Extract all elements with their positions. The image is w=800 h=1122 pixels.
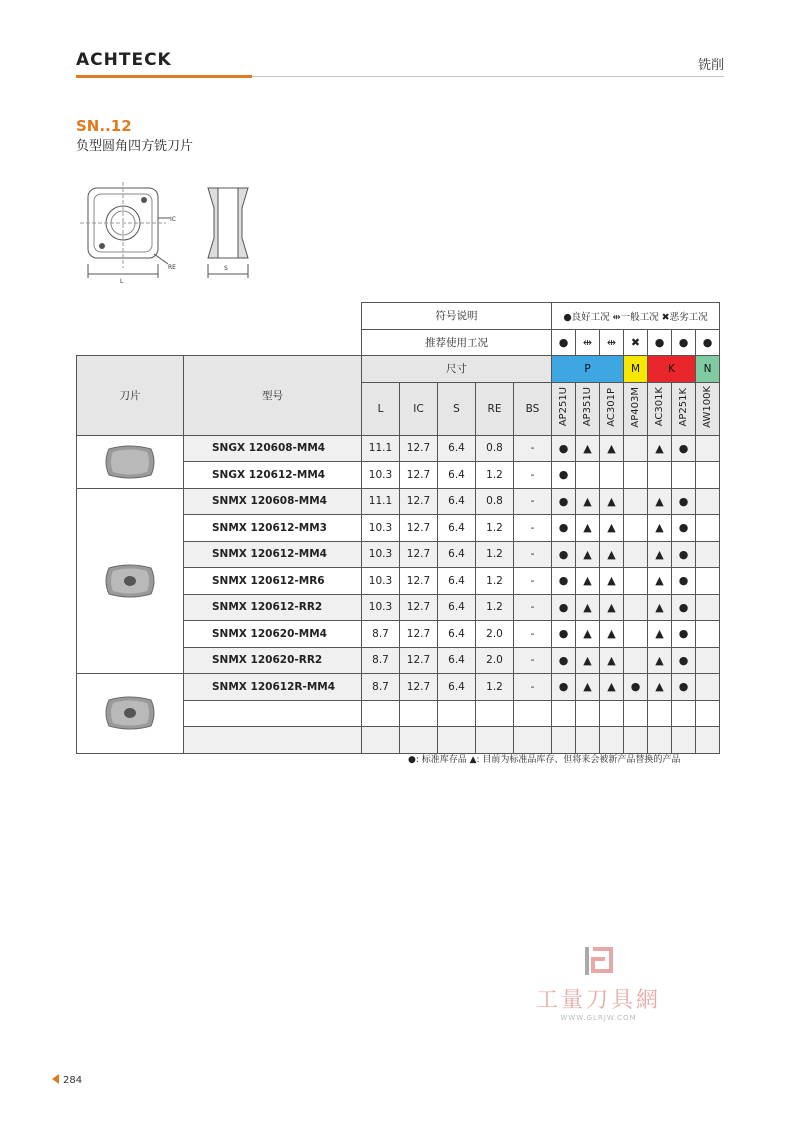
dim-cell-ic: 12.7 xyxy=(400,488,438,515)
condition-symbol: ⇹ xyxy=(600,329,624,356)
page-marker-icon xyxy=(52,1074,59,1084)
category-label: 铣削 xyxy=(697,58,724,73)
grade-mark-cell: ● xyxy=(672,647,696,674)
dim-cell-s: 6.4 xyxy=(438,568,476,595)
grade-mark-cell: ▲ xyxy=(648,488,672,515)
grade-mark-cell: ● xyxy=(672,594,696,621)
dim-cell-ic: 12.7 xyxy=(400,515,438,542)
grade-mark-cell: ▲ xyxy=(648,674,672,701)
empty-cell xyxy=(362,727,400,754)
grade-mark-cell: ● xyxy=(552,488,576,515)
grade-mark-cell: ● xyxy=(672,621,696,648)
table-row xyxy=(77,488,720,515)
grade-mark-cell: ▲ xyxy=(576,568,600,595)
condition-symbol: ● xyxy=(696,329,720,356)
col-insert-header: 刀片 xyxy=(77,356,184,436)
dim-cell-re: 0.8 xyxy=(476,488,514,515)
empty-cell xyxy=(552,727,576,754)
empty-cell xyxy=(624,727,648,754)
empty-cell xyxy=(576,727,600,754)
grade-mark-cell xyxy=(624,647,648,674)
watermark-logo-icon xyxy=(579,945,619,979)
dim-cell-l: 10.3 xyxy=(362,568,400,595)
grade-mark-cell xyxy=(696,435,720,462)
re-label: RE xyxy=(168,264,176,271)
model-cell: SNMX 120612R-MM4 xyxy=(184,674,362,701)
model-cell xyxy=(184,700,362,727)
condition-symbol: ⇹ xyxy=(576,329,600,356)
grade-mark-cell: ▲ xyxy=(576,674,600,701)
grade-mark-cell: ▲ xyxy=(576,647,600,674)
model-cell: SNGX 120612-MM4 xyxy=(184,462,362,489)
dim-cell-bs: - xyxy=(514,435,552,462)
dim-cell-bs: - xyxy=(514,568,552,595)
grade-mark-cell xyxy=(672,462,696,489)
empty-cell xyxy=(514,700,552,727)
dim-cell-l: 8.7 xyxy=(362,647,400,674)
dim-header: L xyxy=(362,382,400,435)
group-k: K xyxy=(648,356,696,383)
grade-mark-cell: ● xyxy=(552,674,576,701)
grade-mark-cell xyxy=(696,462,720,489)
grade-mark-cell xyxy=(696,621,720,648)
insert-spec-table xyxy=(76,302,720,754)
dim-header: IC xyxy=(400,382,438,435)
grade-mark-cell: ● xyxy=(552,621,576,648)
dim-cell-s: 6.4 xyxy=(438,541,476,568)
legend-conditions: ●良好工况 ⇹一般工况 ✖恶劣工况 xyxy=(552,303,720,330)
grade-header: AW100K xyxy=(701,386,713,428)
series-title: SN..12 xyxy=(76,117,132,135)
group-p: P xyxy=(552,356,624,383)
dim-cell-l: 11.1 xyxy=(362,435,400,462)
grade-mark-cell xyxy=(624,568,648,595)
grade-mark-cell xyxy=(696,594,720,621)
watermark-url: WWW.GLRJW.COM xyxy=(560,1014,637,1022)
grade-mark-cell xyxy=(696,488,720,515)
dim-cell-l: 10.3 xyxy=(362,594,400,621)
footnote: ●: 标准库存品 ▲: 目前为标准品库存、但将来会被新产品替换的产品 xyxy=(408,755,681,765)
series-subtitle: 负型圆角四方铣刀片 xyxy=(76,139,194,154)
grade-header: AC301P xyxy=(605,387,617,427)
empty-cell xyxy=(624,700,648,727)
dim-cell-bs: - xyxy=(514,462,552,489)
grade-mark-cell: ▲ xyxy=(600,621,624,648)
condition-symbol: ✖ xyxy=(624,329,648,356)
insert-photo-cell xyxy=(77,488,184,674)
model-cell: SNMX 120608-MM4 xyxy=(184,488,362,515)
empty-cell xyxy=(576,700,600,727)
s-label: S xyxy=(224,265,228,272)
recommended-label: 推荐使用工况 xyxy=(362,329,552,356)
condition-symbol: ● xyxy=(648,329,672,356)
grade-mark-cell xyxy=(624,541,648,568)
model-cell: SNMX 120612-MM3 xyxy=(184,515,362,542)
dim-cell-bs: - xyxy=(514,488,552,515)
table-row xyxy=(77,674,720,701)
grade-mark-cell: ▲ xyxy=(648,515,672,542)
grade-mark-cell: ● xyxy=(624,674,648,701)
col-dims-header: 尺寸 xyxy=(362,356,552,383)
empty-cell xyxy=(400,700,438,727)
grade-mark-cell: ● xyxy=(552,541,576,568)
grade-mark-cell: ▲ xyxy=(576,515,600,542)
model-cell: SNMX 120620-RR2 xyxy=(184,647,362,674)
dim-cell-s: 6.4 xyxy=(438,435,476,462)
grade-header: AP251U xyxy=(557,387,569,427)
dim-cell-re: 1.2 xyxy=(476,515,514,542)
dim-cell-ic: 12.7 xyxy=(400,594,438,621)
dim-cell-s: 6.4 xyxy=(438,488,476,515)
grade-mark-cell xyxy=(624,594,648,621)
grade-mark-cell: ▲ xyxy=(648,647,672,674)
grade-mark-cell xyxy=(696,515,720,542)
dim-cell-re: 1.2 xyxy=(476,594,514,621)
grade-mark-cell xyxy=(600,462,624,489)
dim-cell-l: 10.3 xyxy=(362,462,400,489)
grade-header: AP403M xyxy=(629,386,641,428)
dim-cell-bs: - xyxy=(514,541,552,568)
dim-cell-re: 2.0 xyxy=(476,621,514,648)
model-cell: SNMX 120620-MM4 xyxy=(184,621,362,648)
l-label: L xyxy=(120,278,124,285)
dim-cell-ic: 12.7 xyxy=(400,568,438,595)
grade-mark-cell: ● xyxy=(672,541,696,568)
grade-mark-cell: ● xyxy=(552,435,576,462)
empty-cell xyxy=(438,700,476,727)
grade-mark-cell xyxy=(696,647,720,674)
grade-mark-cell: ▲ xyxy=(600,568,624,595)
grade-header: AP251K xyxy=(677,387,689,427)
dim-cell-re: 1.2 xyxy=(476,541,514,568)
group-n: N xyxy=(696,356,720,383)
grade-mark-cell: ▲ xyxy=(648,594,672,621)
dim-cell-ic: 12.7 xyxy=(400,462,438,489)
dim-header: RE xyxy=(476,382,514,435)
insert-technical-drawing xyxy=(76,180,276,294)
dim-cell-l: 10.3 xyxy=(362,541,400,568)
model-cell: SNMX 120612-RR2 xyxy=(184,594,362,621)
model-cell xyxy=(184,727,362,754)
grade-mark-cell: ▲ xyxy=(648,568,672,595)
dim-cell-s: 6.4 xyxy=(438,647,476,674)
grade-mark-cell xyxy=(624,488,648,515)
empty-cell xyxy=(476,700,514,727)
table-row xyxy=(77,435,720,462)
dim-cell-l: 8.7 xyxy=(362,674,400,701)
dim-cell-ic: 12.7 xyxy=(400,435,438,462)
grade-mark-cell: ● xyxy=(672,674,696,701)
grade-mark-cell: ▲ xyxy=(600,515,624,542)
grade-mark-cell: ▲ xyxy=(576,621,600,648)
grade-mark-cell: ▲ xyxy=(600,594,624,621)
ic-label: IC xyxy=(170,216,176,223)
grade-mark-cell: ● xyxy=(552,568,576,595)
dim-cell-bs: - xyxy=(514,647,552,674)
dim-cell-ic: 12.7 xyxy=(400,647,438,674)
model-cell: SNMX 120612-MR6 xyxy=(184,568,362,595)
dim-cell-bs: - xyxy=(514,674,552,701)
page-number-container xyxy=(52,1074,82,1086)
empty-cell xyxy=(648,700,672,727)
grade-mark-cell: ▲ xyxy=(600,647,624,674)
dim-cell-ic: 12.7 xyxy=(400,541,438,568)
grade-mark-cell xyxy=(696,541,720,568)
dim-header: BS xyxy=(514,382,552,435)
header-accent-bar xyxy=(76,75,252,78)
dim-header: S xyxy=(438,382,476,435)
grade-mark-cell: ▲ xyxy=(600,541,624,568)
grade-mark-cell: ● xyxy=(672,568,696,595)
dim-cell-s: 6.4 xyxy=(438,594,476,621)
grade-mark-cell: ▲ xyxy=(648,621,672,648)
grade-mark-cell xyxy=(624,435,648,462)
grade-mark-cell: ▲ xyxy=(600,488,624,515)
dim-cell-bs: - xyxy=(514,621,552,648)
dim-cell-ic: 12.7 xyxy=(400,621,438,648)
grade-mark-cell: ▲ xyxy=(576,594,600,621)
dim-cell-re: 1.2 xyxy=(476,674,514,701)
grade-mark-cell xyxy=(696,568,720,595)
empty-cell xyxy=(648,727,672,754)
watermark-text: 工量刀具網 xyxy=(536,988,662,1013)
insert-photo-icon xyxy=(101,692,159,734)
dim-cell-re: 0.8 xyxy=(476,435,514,462)
dim-cell-re: 1.2 xyxy=(476,568,514,595)
dim-cell-re: 2.0 xyxy=(476,647,514,674)
grade-mark-cell: ▲ xyxy=(600,435,624,462)
legend-title: 符号说明 xyxy=(362,303,552,330)
grade-mark-cell xyxy=(624,462,648,489)
grade-header: AP351U xyxy=(581,387,593,427)
condition-symbol: ● xyxy=(552,329,576,356)
grade-mark-cell xyxy=(624,515,648,542)
grade-mark-cell: ▲ xyxy=(576,488,600,515)
dim-cell-s: 6.4 xyxy=(438,462,476,489)
grade-mark-cell xyxy=(696,674,720,701)
grade-header: AC301K xyxy=(653,387,665,427)
empty-cell xyxy=(672,700,696,727)
empty-cell xyxy=(362,700,400,727)
grade-mark-cell: ● xyxy=(552,462,576,489)
grade-mark-cell: ● xyxy=(672,515,696,542)
insert-photo-cell xyxy=(77,674,184,754)
grade-mark-cell: ▲ xyxy=(576,435,600,462)
grade-mark-cell xyxy=(624,621,648,648)
col-model-header: 型号 xyxy=(184,356,362,436)
grade-mark-cell xyxy=(576,462,600,489)
empty-cell xyxy=(672,727,696,754)
empty-cell xyxy=(438,727,476,754)
brand-logo: ACHTECK xyxy=(76,50,172,70)
insert-photo-cell xyxy=(77,435,184,488)
page-number: 284 xyxy=(63,1075,83,1086)
group-m: M xyxy=(624,356,648,383)
dim-cell-bs: - xyxy=(514,594,552,621)
empty-cell xyxy=(476,727,514,754)
dim-cell-re: 1.2 xyxy=(476,462,514,489)
grade-mark-cell: ● xyxy=(552,647,576,674)
watermark xyxy=(536,945,661,1022)
dim-cell-s: 6.4 xyxy=(438,515,476,542)
dim-cell-s: 6.4 xyxy=(438,674,476,701)
empty-cell xyxy=(600,700,624,727)
grade-mark-cell: ▲ xyxy=(648,435,672,462)
grade-mark-cell: ● xyxy=(672,488,696,515)
grade-mark-cell: ▲ xyxy=(600,674,624,701)
grade-mark-cell xyxy=(648,462,672,489)
dim-cell-l: 11.1 xyxy=(362,488,400,515)
grade-mark-cell: ▲ xyxy=(648,541,672,568)
model-cell: SNGX 120608-MM4 xyxy=(184,435,362,462)
dim-cell-bs: - xyxy=(514,515,552,542)
insert-photo-icon xyxy=(101,441,159,483)
grade-mark-cell: ▲ xyxy=(576,541,600,568)
empty-cell xyxy=(600,727,624,754)
grade-mark-cell: ● xyxy=(552,594,576,621)
dim-cell-l: 10.3 xyxy=(362,515,400,542)
insert-photo-icon xyxy=(101,560,159,602)
empty-cell xyxy=(552,700,576,727)
dim-cell-ic: 12.7 xyxy=(400,674,438,701)
empty-cell xyxy=(514,727,552,754)
dim-cell-l: 8.7 xyxy=(362,621,400,648)
empty-cell xyxy=(400,727,438,754)
condition-symbol: ● xyxy=(672,329,696,356)
empty-cell xyxy=(696,700,720,727)
dim-cell-s: 6.4 xyxy=(438,621,476,648)
grade-mark-cell: ● xyxy=(552,515,576,542)
model-cell: SNMX 120612-MM4 xyxy=(184,541,362,568)
grade-mark-cell: ● xyxy=(672,435,696,462)
empty-cell xyxy=(696,727,720,754)
